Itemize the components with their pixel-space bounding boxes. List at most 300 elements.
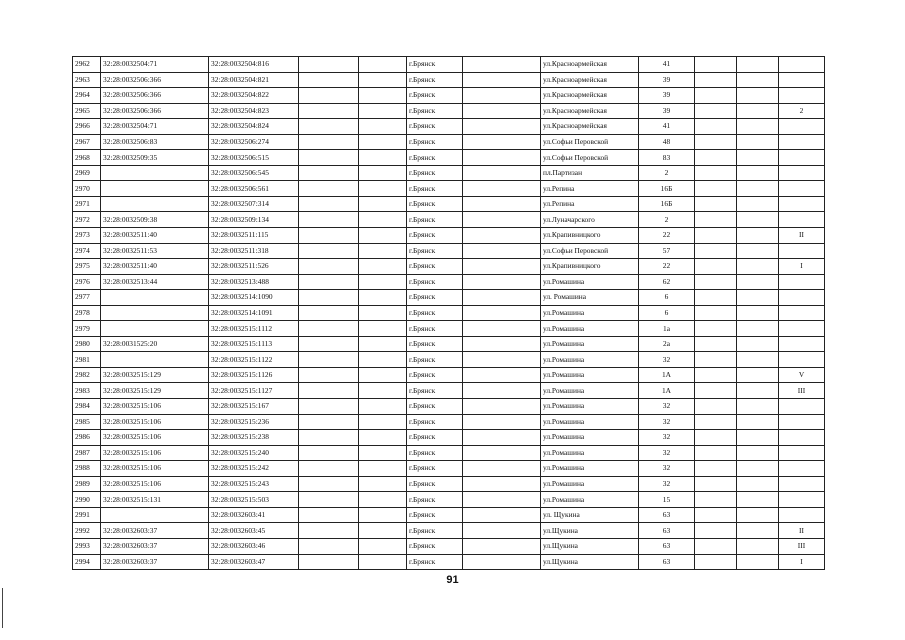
- row-number-cell: 2988: [73, 461, 101, 477]
- empty-cell: [695, 259, 737, 275]
- empty-cell: [737, 383, 779, 399]
- empty-cell: [299, 243, 359, 259]
- house-number-cell: 32: [639, 399, 695, 415]
- premises-number-cell: [779, 119, 825, 135]
- object-cadastral-number-cell: 32:28:0032504:824: [209, 119, 299, 135]
- empty-cell: [299, 399, 359, 415]
- empty-cell: [463, 399, 541, 415]
- city-cell: г.Брянск: [407, 228, 463, 244]
- empty-cell: [737, 507, 779, 523]
- empty-cell: [463, 290, 541, 306]
- empty-cell: [737, 134, 779, 150]
- empty-cell: [359, 523, 407, 539]
- street-cell: ул.Красноармейская: [541, 72, 639, 88]
- row-number-cell: 2992: [73, 523, 101, 539]
- empty-cell: [695, 352, 737, 368]
- house-number-cell: 2: [639, 212, 695, 228]
- empty-cell: [359, 103, 407, 119]
- house-number-cell: 6: [639, 305, 695, 321]
- empty-cell: [737, 165, 779, 181]
- cadastral-number-cell: 32:28:0032506:366: [101, 103, 209, 119]
- empty-cell: [463, 352, 541, 368]
- object-cadastral-number-cell: 32:28:0032511:115: [209, 228, 299, 244]
- row-number-cell: 2977: [73, 290, 101, 306]
- table-row: [73, 399, 825, 415]
- city-cell: г.Брянск: [407, 554, 463, 570]
- object-cadastral-number-cell: 32:28:0032511:318: [209, 243, 299, 259]
- house-number-cell: 1А: [639, 367, 695, 383]
- row-number-cell: 2978: [73, 305, 101, 321]
- cadastral-number-cell: 32:28:0032515:106: [101, 461, 209, 477]
- house-number-cell: 57: [639, 243, 695, 259]
- house-number-cell: 63: [639, 554, 695, 570]
- table-row: [73, 445, 825, 461]
- empty-cell: [299, 554, 359, 570]
- page-number: 91: [446, 574, 459, 586]
- registry-table-body: [73, 57, 825, 570]
- premises-number-cell: V: [779, 367, 825, 383]
- street-cell: ул.Красноармейская: [541, 103, 639, 119]
- cadastral-number-cell: 32:28:0032515:131: [101, 492, 209, 508]
- city-cell: г.Брянск: [407, 352, 463, 368]
- cadastral-number-cell: [101, 305, 209, 321]
- house-number-cell: 32: [639, 430, 695, 446]
- empty-cell: [737, 181, 779, 197]
- empty-cell: [359, 150, 407, 166]
- empty-cell: [463, 445, 541, 461]
- table-row: [73, 492, 825, 508]
- empty-cell: [695, 414, 737, 430]
- empty-cell: [695, 243, 737, 259]
- empty-cell: [359, 57, 407, 73]
- object-cadastral-number-cell: 32:28:0032603:46: [209, 538, 299, 554]
- house-number-cell: 1А: [639, 383, 695, 399]
- empty-cell: [737, 228, 779, 244]
- table-row: [73, 196, 825, 212]
- city-cell: г.Брянск: [407, 88, 463, 104]
- premises-number-cell: III: [779, 538, 825, 554]
- empty-cell: [695, 134, 737, 150]
- street-cell: ул.Щукина: [541, 554, 639, 570]
- empty-cell: [737, 212, 779, 228]
- empty-cell: [463, 259, 541, 275]
- table-row: [73, 336, 825, 352]
- object-cadastral-number-cell: 32:28:0032506:561: [209, 181, 299, 197]
- empty-cell: [359, 134, 407, 150]
- empty-cell: [359, 259, 407, 275]
- empty-cell: [737, 321, 779, 337]
- empty-cell: [737, 88, 779, 104]
- premises-number-cell: [779, 212, 825, 228]
- premises-number-cell: [779, 399, 825, 415]
- empty-cell: [463, 228, 541, 244]
- row-number-cell: 2968: [73, 150, 101, 166]
- object-cadastral-number-cell: 32:28:0032506:545: [209, 165, 299, 181]
- empty-cell: [737, 352, 779, 368]
- premises-number-cell: [779, 196, 825, 212]
- empty-cell: [737, 445, 779, 461]
- empty-cell: [737, 72, 779, 88]
- empty-cell: [463, 476, 541, 492]
- premises-number-cell: [779, 165, 825, 181]
- cadastral-number-cell: 32:28:0032506:366: [101, 88, 209, 104]
- street-cell: ул.Ромашина: [541, 461, 639, 477]
- cadastral-number-cell: 32:28:0032511:53: [101, 243, 209, 259]
- empty-cell: [359, 383, 407, 399]
- empty-cell: [359, 492, 407, 508]
- premises-number-cell: [779, 290, 825, 306]
- empty-cell: [463, 321, 541, 337]
- house-number-cell: 48: [639, 134, 695, 150]
- empty-cell: [737, 259, 779, 275]
- premises-number-cell: [779, 445, 825, 461]
- empty-cell: [463, 461, 541, 477]
- object-cadastral-number-cell: 32:28:0032504:816: [209, 57, 299, 73]
- row-number-cell: 2963: [73, 72, 101, 88]
- house-number-cell: 22: [639, 228, 695, 244]
- cadastral-number-cell: 32:28:0032513:44: [101, 274, 209, 290]
- empty-cell: [299, 212, 359, 228]
- empty-cell: [299, 165, 359, 181]
- empty-cell: [359, 476, 407, 492]
- house-number-cell: 39: [639, 72, 695, 88]
- table-row: [73, 476, 825, 492]
- row-number-cell: 2979: [73, 321, 101, 337]
- cadastral-number-cell: [101, 352, 209, 368]
- empty-cell: [299, 305, 359, 321]
- empty-cell: [359, 274, 407, 290]
- table-row: [73, 150, 825, 166]
- premises-number-cell: I: [779, 259, 825, 275]
- empty-cell: [695, 523, 737, 539]
- street-cell: ул.Софьи Перовской: [541, 134, 639, 150]
- empty-cell: [299, 492, 359, 508]
- cadastral-number-cell: 32:28:0032515:106: [101, 399, 209, 415]
- object-cadastral-number-cell: 32:28:0032506:515: [209, 150, 299, 166]
- house-number-cell: 41: [639, 57, 695, 73]
- empty-cell: [299, 150, 359, 166]
- house-number-cell: 39: [639, 103, 695, 119]
- cadastral-number-cell: 32:28:0032515:106: [101, 445, 209, 461]
- empty-cell: [737, 57, 779, 73]
- street-cell: ул.Ромашина: [541, 367, 639, 383]
- city-cell: г.Брянск: [407, 523, 463, 539]
- object-cadastral-number-cell: 32:28:0032504:822: [209, 88, 299, 104]
- empty-cell: [695, 538, 737, 554]
- empty-cell: [299, 259, 359, 275]
- street-cell: ул.Красноармейская: [541, 57, 639, 73]
- table-row: [73, 538, 825, 554]
- table-row: [73, 72, 825, 88]
- empty-cell: [463, 165, 541, 181]
- table-row: [73, 228, 825, 244]
- object-cadastral-number-cell: 32:28:0032515:503: [209, 492, 299, 508]
- cadastral-number-cell: 32:28:0032603:37: [101, 523, 209, 539]
- house-number-cell: 16Б: [639, 181, 695, 197]
- cadastral-number-cell: 32:28:0032603:37: [101, 554, 209, 570]
- street-cell: ул.Софьи Перовской: [541, 243, 639, 259]
- row-number-cell: 2980: [73, 336, 101, 352]
- row-number-cell: 2990: [73, 492, 101, 508]
- empty-cell: [737, 414, 779, 430]
- city-cell: г.Брянск: [407, 538, 463, 554]
- empty-cell: [359, 290, 407, 306]
- object-cadastral-number-cell: 32:28:0032514:1090: [209, 290, 299, 306]
- city-cell: г.Брянск: [407, 461, 463, 477]
- row-number-cell: 2971: [73, 196, 101, 212]
- cadastral-number-cell: [101, 290, 209, 306]
- table-row: [73, 212, 825, 228]
- empty-cell: [463, 274, 541, 290]
- empty-cell: [463, 523, 541, 539]
- empty-cell: [463, 72, 541, 88]
- empty-cell: [359, 352, 407, 368]
- house-number-cell: 62: [639, 274, 695, 290]
- empty-cell: [463, 305, 541, 321]
- object-cadastral-number-cell: 32:28:0032603:45: [209, 523, 299, 539]
- empty-cell: [359, 321, 407, 337]
- street-cell: ул. Ромашина: [541, 290, 639, 306]
- table-row: [73, 88, 825, 104]
- row-number-cell: 2985: [73, 414, 101, 430]
- city-cell: г.Брянск: [407, 492, 463, 508]
- empty-cell: [463, 430, 541, 446]
- scan-edge-line: [2, 588, 3, 628]
- empty-cell: [299, 134, 359, 150]
- table-row: [73, 321, 825, 337]
- empty-cell: [737, 196, 779, 212]
- object-cadastral-number-cell: 32:28:0032515:1127: [209, 383, 299, 399]
- premises-number-cell: [779, 414, 825, 430]
- object-cadastral-number-cell: 32:28:0032513:488: [209, 274, 299, 290]
- city-cell: г.Брянск: [407, 445, 463, 461]
- empty-cell: [359, 88, 407, 104]
- object-cadastral-number-cell: 32:28:0032509:134: [209, 212, 299, 228]
- empty-cell: [463, 383, 541, 399]
- street-cell: ул.Ромашина: [541, 352, 639, 368]
- street-cell: ул.Ромашина: [541, 305, 639, 321]
- empty-cell: [299, 523, 359, 539]
- cadastral-number-cell: 32:28:0032506:366: [101, 72, 209, 88]
- empty-cell: [737, 430, 779, 446]
- city-cell: г.Брянск: [407, 196, 463, 212]
- row-number-cell: 2973: [73, 228, 101, 244]
- empty-cell: [737, 103, 779, 119]
- empty-cell: [359, 181, 407, 197]
- premises-number-cell: [779, 352, 825, 368]
- city-cell: г.Брянск: [407, 507, 463, 523]
- object-cadastral-number-cell: 32:28:0032515:1122: [209, 352, 299, 368]
- empty-cell: [299, 336, 359, 352]
- city-cell: г.Брянск: [407, 430, 463, 446]
- empty-cell: [737, 336, 779, 352]
- premises-number-cell: [779, 476, 825, 492]
- city-cell: г.Брянск: [407, 290, 463, 306]
- row-number-cell: 2970: [73, 181, 101, 197]
- empty-cell: [737, 399, 779, 415]
- city-cell: г.Брянск: [407, 57, 463, 73]
- house-number-cell: 63: [639, 507, 695, 523]
- row-number-cell: 2964: [73, 88, 101, 104]
- city-cell: г.Брянск: [407, 383, 463, 399]
- empty-cell: [359, 305, 407, 321]
- premises-number-cell: 2: [779, 103, 825, 119]
- table-row: [73, 259, 825, 275]
- cadastral-number-cell: 32:28:0032504:71: [101, 57, 209, 73]
- empty-cell: [695, 445, 737, 461]
- house-number-cell: 32: [639, 461, 695, 477]
- city-cell: г.Брянск: [407, 119, 463, 135]
- table-row: [73, 414, 825, 430]
- row-number-cell: 2967: [73, 134, 101, 150]
- empty-cell: [737, 119, 779, 135]
- cadastral-number-cell: 32:28:0032515:129: [101, 367, 209, 383]
- house-number-cell: 41: [639, 119, 695, 135]
- object-cadastral-number-cell: 32:28:0032515:243: [209, 476, 299, 492]
- city-cell: г.Брянск: [407, 103, 463, 119]
- empty-cell: [299, 181, 359, 197]
- cadastral-number-cell: 32:28:0032506:83: [101, 134, 209, 150]
- house-number-cell: 1а: [639, 321, 695, 337]
- house-number-cell: 32: [639, 445, 695, 461]
- empty-cell: [299, 538, 359, 554]
- empty-cell: [463, 336, 541, 352]
- empty-cell: [737, 523, 779, 539]
- empty-cell: [695, 181, 737, 197]
- empty-cell: [299, 196, 359, 212]
- city-cell: г.Брянск: [407, 476, 463, 492]
- cadastral-number-cell: 32:28:0032504:71: [101, 119, 209, 135]
- empty-cell: [695, 399, 737, 415]
- street-cell: ул.Ромашина: [541, 445, 639, 461]
- house-number-cell: 6: [639, 290, 695, 306]
- empty-cell: [299, 321, 359, 337]
- empty-cell: [359, 212, 407, 228]
- empty-cell: [299, 352, 359, 368]
- empty-cell: [299, 445, 359, 461]
- empty-cell: [463, 367, 541, 383]
- empty-cell: [737, 461, 779, 477]
- table-row: [73, 103, 825, 119]
- empty-cell: [299, 103, 359, 119]
- table-row: [73, 507, 825, 523]
- empty-cell: [737, 367, 779, 383]
- empty-cell: [695, 476, 737, 492]
- empty-cell: [463, 492, 541, 508]
- row-number-cell: 2989: [73, 476, 101, 492]
- street-cell: ул.Софьи Перовской: [541, 150, 639, 166]
- premises-number-cell: [779, 507, 825, 523]
- cadastral-number-cell: [101, 165, 209, 181]
- row-number-cell: 2962: [73, 57, 101, 73]
- empty-cell: [299, 430, 359, 446]
- table-row: [73, 461, 825, 477]
- row-number-cell: 2976: [73, 274, 101, 290]
- empty-cell: [463, 119, 541, 135]
- cadastral-number-cell: 32:28:0032515:106: [101, 476, 209, 492]
- empty-cell: [695, 336, 737, 352]
- row-number-cell: 2994: [73, 554, 101, 570]
- row-number-cell: 2966: [73, 119, 101, 135]
- cadastral-number-cell: 32:28:0032511:40: [101, 228, 209, 244]
- table-row: [73, 165, 825, 181]
- table-row: [73, 57, 825, 73]
- table-row: [73, 274, 825, 290]
- row-number-cell: 2982: [73, 367, 101, 383]
- object-cadastral-number-cell: 32:28:0032515:236: [209, 414, 299, 430]
- empty-cell: [737, 274, 779, 290]
- street-cell: ул.Щукина: [541, 538, 639, 554]
- row-number-cell: 2974: [73, 243, 101, 259]
- cadastral-number-cell: 32:28:0032603:37: [101, 538, 209, 554]
- premises-number-cell: [779, 243, 825, 259]
- empty-cell: [299, 367, 359, 383]
- object-cadastral-number-cell: 32:28:0032504:821: [209, 72, 299, 88]
- row-number-cell: 2993: [73, 538, 101, 554]
- empty-cell: [299, 461, 359, 477]
- empty-cell: [695, 119, 737, 135]
- row-number-cell: 2981: [73, 352, 101, 368]
- empty-cell: [695, 430, 737, 446]
- row-number-cell: 2987: [73, 445, 101, 461]
- object-cadastral-number-cell: 32:28:0032515:238: [209, 430, 299, 446]
- empty-cell: [463, 181, 541, 197]
- cadastral-number-cell: [101, 181, 209, 197]
- city-cell: г.Брянск: [407, 134, 463, 150]
- empty-cell: [695, 367, 737, 383]
- empty-cell: [695, 103, 737, 119]
- object-cadastral-number-cell: 32:28:0032514:1091: [209, 305, 299, 321]
- house-number-cell: 16Б: [639, 196, 695, 212]
- empty-cell: [299, 72, 359, 88]
- empty-cell: [463, 554, 541, 570]
- empty-cell: [695, 461, 737, 477]
- table-row: [73, 523, 825, 539]
- empty-cell: [359, 243, 407, 259]
- empty-cell: [737, 305, 779, 321]
- registry-table: [72, 56, 825, 570]
- object-cadastral-number-cell: 32:28:0032603:41: [209, 507, 299, 523]
- empty-cell: [737, 538, 779, 554]
- premises-number-cell: II: [779, 523, 825, 539]
- object-cadastral-number-cell: 32:28:0032504:823: [209, 103, 299, 119]
- empty-cell: [299, 88, 359, 104]
- empty-cell: [463, 88, 541, 104]
- street-cell: ул.Ромашина: [541, 414, 639, 430]
- house-number-cell: 32: [639, 352, 695, 368]
- empty-cell: [695, 321, 737, 337]
- object-cadastral-number-cell: 32:28:0032506:274: [209, 134, 299, 150]
- empty-cell: [463, 196, 541, 212]
- city-cell: г.Брянск: [407, 243, 463, 259]
- empty-cell: [299, 383, 359, 399]
- city-cell: г.Брянск: [407, 150, 463, 166]
- empty-cell: [695, 290, 737, 306]
- empty-cell: [359, 461, 407, 477]
- row-number-cell: 2972: [73, 212, 101, 228]
- empty-cell: [359, 336, 407, 352]
- row-number-cell: 2965: [73, 103, 101, 119]
- table-row: [73, 243, 825, 259]
- table-row: [73, 119, 825, 135]
- city-cell: г.Брянск: [407, 336, 463, 352]
- cadastral-number-cell: 32:28:0032509:35: [101, 150, 209, 166]
- empty-cell: [463, 57, 541, 73]
- premises-number-cell: II: [779, 228, 825, 244]
- object-cadastral-number-cell: 32:28:0032515:1112: [209, 321, 299, 337]
- empty-cell: [695, 554, 737, 570]
- object-cadastral-number-cell: 32:28:0032515:240: [209, 445, 299, 461]
